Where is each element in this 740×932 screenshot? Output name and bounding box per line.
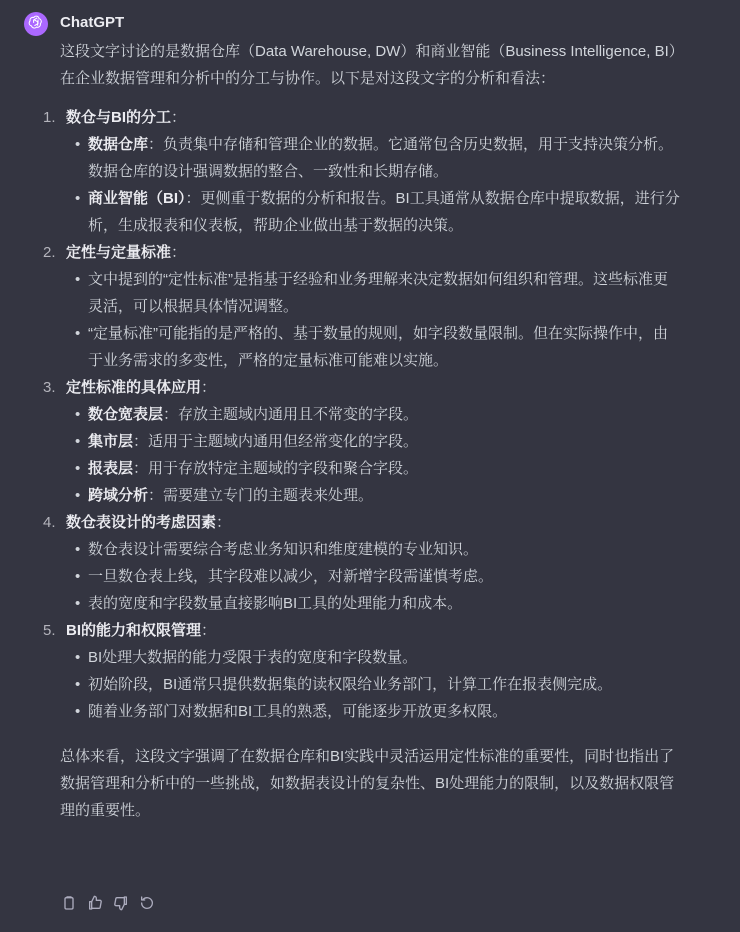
bullet-dot: • (75, 703, 81, 720)
bullet-item (66, 428, 680, 455)
openai-logo-icon (28, 14, 44, 35)
section-colon: ： (171, 244, 187, 261)
bullet-text: ：更侧重于数据的分析和报告。BI工具通常从数据仓库中提取数据，进行分析，生成报表和仪表板，帮助企业做出基于数据的决策。 (88, 190, 680, 234)
section-heading (66, 239, 680, 266)
bullet-item (66, 698, 680, 725)
bullet-list (66, 401, 680, 509)
section-number: 4. (43, 514, 56, 531)
bullet-item (66, 644, 680, 671)
bullet-text: 文中提到的“定性标准”是指基于经验和业务理解来决定数据如何组织和管理。这些标准更灵活，可以根据具体情况调整。 (88, 271, 668, 315)
bullet-term: 数仓宽表层 (88, 406, 164, 423)
bullet-item (66, 266, 680, 320)
bullet-term: 数据仓库 (88, 136, 149, 153)
bullet-text: 数仓表设计需要综合考虑业务知识和维度建模的专业知识。 (88, 541, 479, 558)
section-item (43, 104, 680, 239)
bullet-item (66, 482, 680, 509)
section-title: 数仓表设计的考虑因素 (66, 514, 217, 531)
bullet-dot: • (75, 487, 81, 504)
section-item (43, 509, 680, 617)
bullet-item (66, 671, 680, 698)
bullet-text: 表的宽度和字段数量直接影响BI工具的处理能力和成本。 (88, 595, 463, 612)
bullet-dot: • (75, 460, 81, 477)
copy-button[interactable] (60, 896, 78, 914)
bullet-dot: • (75, 595, 81, 612)
bullet-term: 集市层 (88, 433, 134, 450)
bullet-dot: • (75, 325, 81, 342)
bullet-item (66, 455, 680, 482)
bullet-text: ：需要建立专门的主题表来处理。 (148, 487, 374, 504)
regenerate-icon (139, 895, 155, 916)
section-number: 2. (43, 244, 56, 261)
bullet-term: 商业智能（BI） (88, 190, 186, 207)
bullet-list (66, 536, 680, 617)
bullet-text: BI处理大数据的能力受限于表的宽度和字段数量。 (88, 649, 418, 666)
bullet-text: ：负责集中存储和管理企业的数据。它通常包含历史数据，用于支持决策分析。数据仓库的设计强调数据的整合、一致性和长期存储。 (88, 136, 674, 180)
section-colon: ： (201, 379, 217, 396)
section-number: 3. (43, 379, 56, 396)
bullet-list (66, 644, 680, 725)
avatar (24, 12, 48, 36)
summary-paragraph: 总体来看，这段文字强调了在数据仓库和BI实践中灵活运用定性标准的重要性，同时也指出了数据管理和分析中的一些挑战，如数据表设计的复杂性、BI处理能力的限制，以及数据权限管理的重要性。 (60, 748, 675, 819)
bullet-dot: • (75, 541, 81, 558)
bullet-item (66, 131, 680, 185)
section-heading (66, 509, 680, 536)
bullet-term: 报表层 (88, 460, 134, 477)
sender-name: ChatGPT (60, 14, 125, 31)
bullet-item (66, 590, 680, 617)
bullet-text: 一旦数仓表上线，其字段难以减少，对新增字段需谨慎考虑。 (88, 568, 494, 585)
bullet-dot: • (75, 649, 81, 666)
section-heading (66, 374, 680, 401)
bullet-dot: • (75, 136, 81, 153)
bullet-item (66, 185, 680, 239)
bullet-text: “定量标准”可能指的是严格的、基于数量的规则，如字段数量限制。但在实际操作中，由于业务需求的多变性，严格的定量标准可能难以实施。 (88, 325, 668, 369)
intro-paragraph: 这段文字讨论的是数据仓库（Data Warehouse, DW）和商业智能（Business Intelligence, BI）在企业数据管理和分析中的分工与协作。以下是对这段文字的分析和看法： (60, 43, 677, 87)
section-title: BI的能力和权限管理 (66, 622, 202, 639)
bullet-text: ：存放主题域内通用且不常变的字段。 (163, 406, 419, 423)
section-number: 5. (43, 622, 56, 639)
bullet-dot: • (75, 676, 81, 693)
bullet-dot: • (75, 271, 81, 288)
thumbs-down-button[interactable] (112, 896, 130, 914)
section-colon: ： (171, 109, 187, 126)
bullet-item (66, 401, 680, 428)
section-colon: ： (216, 514, 232, 531)
regenerate-button[interactable] (138, 896, 156, 914)
bullet-text: ：用于存放特定主题域的字段和聚合字段。 (133, 460, 419, 477)
bullet-dot: • (75, 433, 81, 450)
bullet-text: ：适用于主题域内通用但经常变化的字段。 (133, 433, 419, 450)
thumbs-down-icon (113, 895, 129, 916)
section-heading (66, 617, 680, 644)
section-title: 定性标准的具体应用 (66, 379, 202, 396)
section-colon: ： (201, 622, 217, 639)
bullet-term: 跨域分析 (88, 487, 149, 504)
bullet-item (66, 536, 680, 563)
section-list (43, 104, 680, 725)
bullet-dot: • (75, 568, 81, 585)
bullet-list (66, 131, 680, 239)
thumbs-up-icon (87, 895, 103, 916)
bullet-item (66, 563, 680, 590)
message-content (43, 38, 680, 824)
bullet-item (66, 320, 680, 374)
section-heading (66, 104, 680, 131)
section-item (43, 374, 680, 509)
bullet-dot: • (75, 190, 81, 207)
section-item (43, 617, 680, 725)
bullet-text: 随着业务部门对数据和BI工具的熟悉，可能逐步开放更多权限。 (88, 703, 508, 720)
bullet-text: 初始阶段，BI通常只提供数据集的读权限给业务部门，计算工作在报表侧完成。 (88, 676, 613, 693)
bullet-dot: • (75, 406, 81, 423)
message-actions (60, 896, 156, 914)
section-item (43, 239, 680, 374)
bullet-list (66, 266, 680, 374)
section-title: 定性与定量标准 (66, 244, 172, 261)
section-title: 数仓与BI的分工 (66, 109, 172, 126)
thumbs-up-button[interactable] (86, 896, 104, 914)
section-number: 1. (43, 109, 56, 126)
copy-icon (61, 895, 77, 916)
